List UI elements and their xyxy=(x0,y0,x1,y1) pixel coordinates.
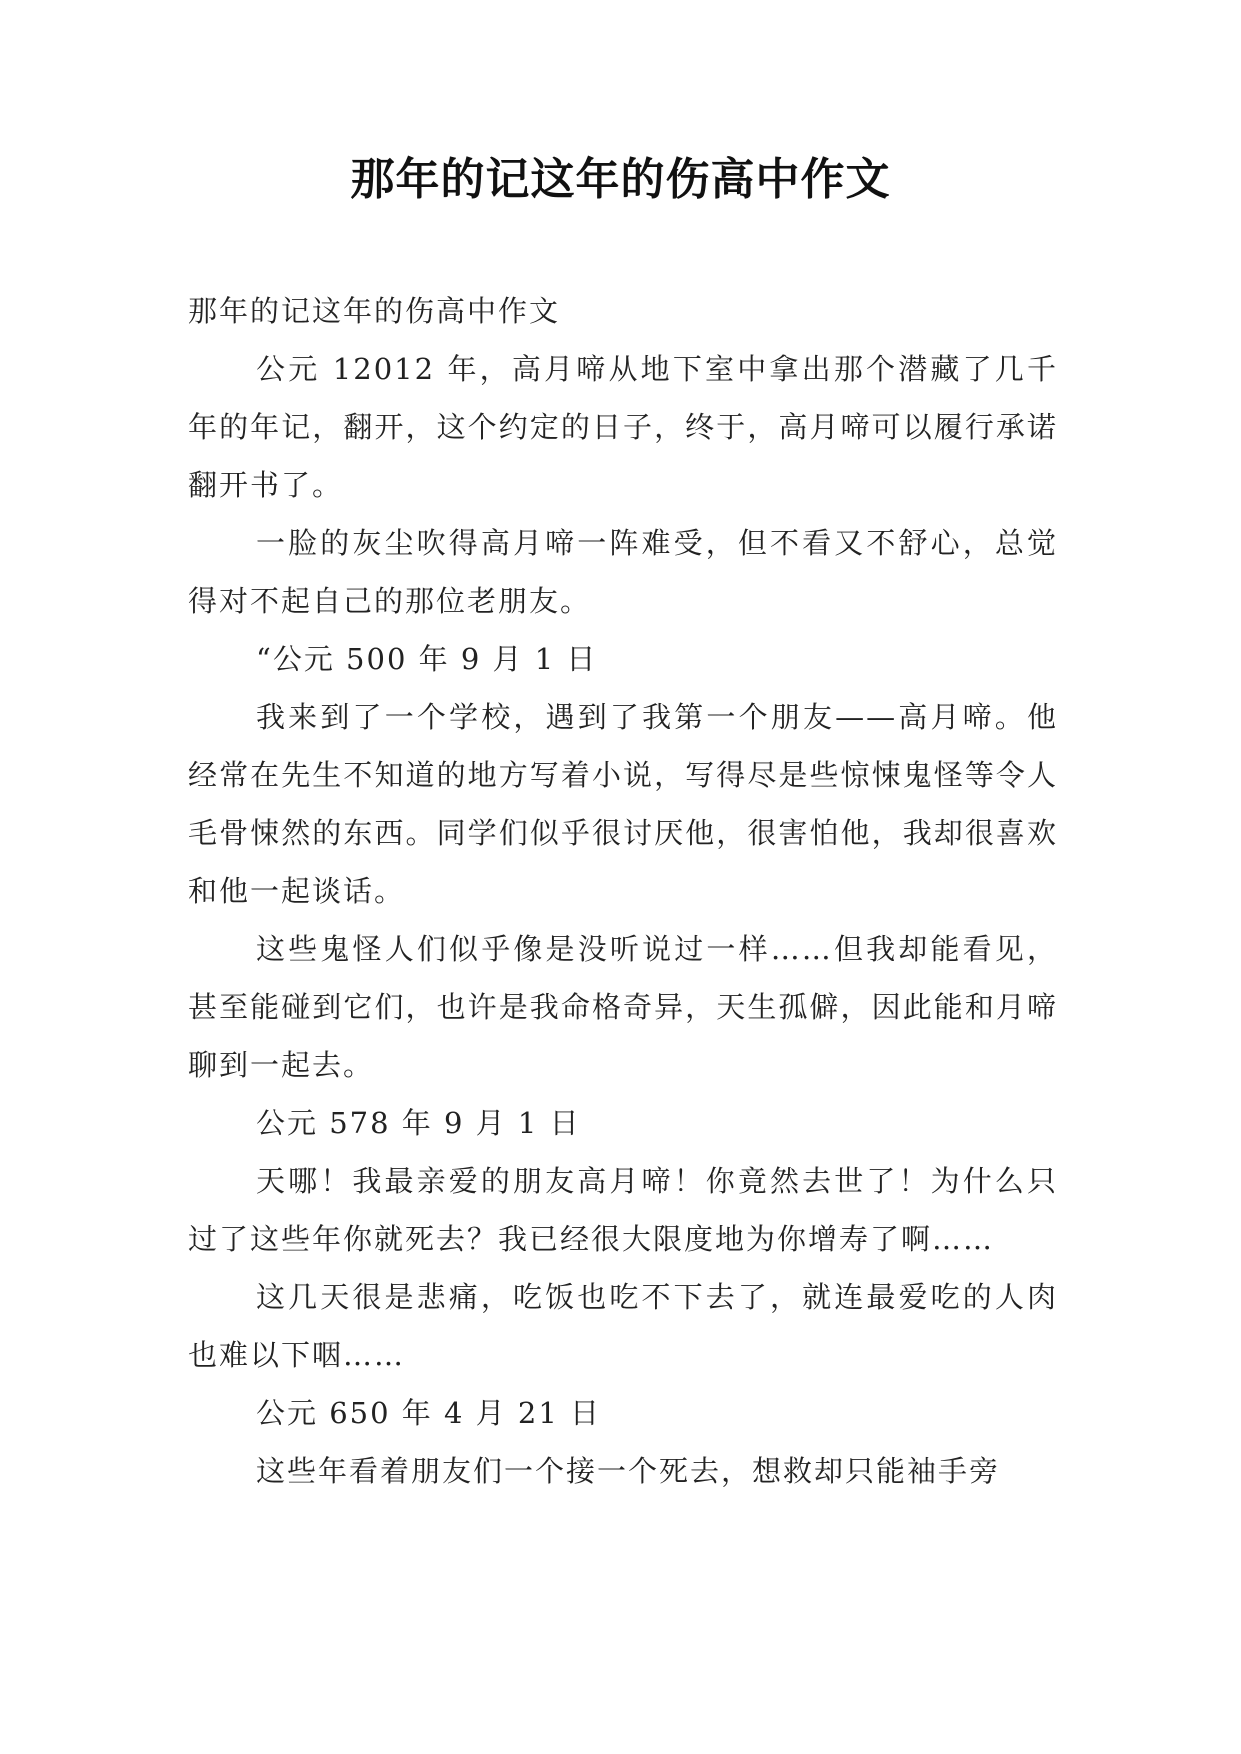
paragraph-date: 公元 578 年 9 月 1 日 xyxy=(256,1106,581,1140)
paragraph-date: 公元 650 年 4 月 21 日 xyxy=(256,1396,602,1430)
paragraph-heading: 那年的记这年的伤高中作文 xyxy=(188,294,561,328)
paragraph-date: “公元 500 年 9 月 1 日 xyxy=(256,642,598,676)
document-body xyxy=(188,282,1058,1500)
paragraph: 一脸的灰尘吹得高月啼一阵难受，但不看又不舒心，总觉得对不起自己的那位老朋友。 xyxy=(188,526,1058,618)
paragraph: 天哪！我最亲爱的朋友高月啼！你竟然去世了！为什么只过了这些年你就死去？我已经很大限度地为你增寿了啊…… xyxy=(188,1164,1058,1256)
paragraph: 公元 12012 年，高月啼从地下室中拿出那个潜藏了几千年的年记，翻开，这个约定的日子，终于，高月啼可以履行承诺翻开书了。 xyxy=(188,352,1058,502)
paragraph: 这些年看着朋友们一个接一个死去，想救却只能袖手旁 xyxy=(256,1454,1001,1488)
document-title: 那年的记这年的伤高中作文 xyxy=(350,154,891,205)
paragraph: 这几天很是悲痛，吃饭也吃不下去了，就连最爱吃的人肉也难以下咽…… xyxy=(188,1280,1058,1372)
paragraph: 我来到了一个学校，遇到了我第一个朋友——高月啼。他经常在先生不知道的地方写着小说，写得尽是些惊悚鬼怪等令人毛骨悚然的东西。同学们似乎很讨厌他，很害怕他，我却很喜欢和他一起谈话。 xyxy=(188,700,1058,908)
paragraph: 这些鬼怪人们似乎像是没听说过一样……但我却能看见，甚至能碰到它们，也许是我命格奇异，天生孤僻，因此能和月啼聊到一起去。 xyxy=(188,932,1058,1082)
